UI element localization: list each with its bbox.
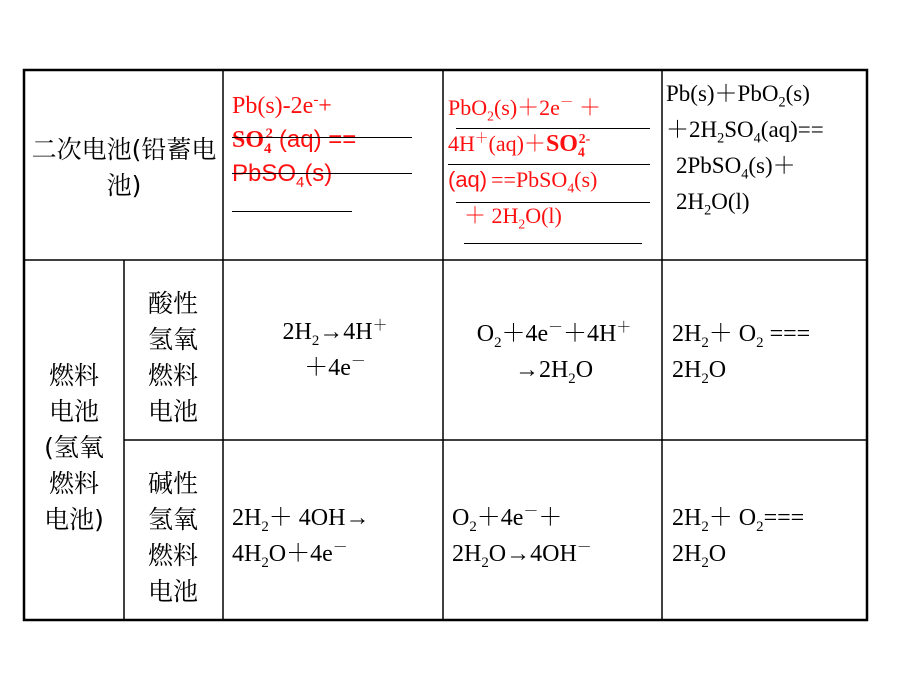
alkaline-total-reaction [672,500,864,572]
alkaline-negative-line2: $4H_2O+4e^-$ [232,540,348,571]
acidic-total-line1: $2H_2+ O_2$ === [672,321,811,351]
acidic-positive-reaction [448,316,660,388]
row-header-secondary-battery: 二次电池(铅蓄电池) [31,135,217,200]
underline [232,137,412,138]
underline [232,173,412,174]
alkaline-total-line1: $2H_2+ O_2===$ [672,505,805,535]
acidic-total-line2: $2H_2O$ [672,357,727,387]
alkaline-negative-line1: $2H_2+ 4OH\to$ [232,505,370,535]
lead-acid-positive-reaction [448,90,660,234]
lead-acid-negative-line3: PbSO$_4$(s) [232,160,333,191]
acidic-negative-reaction [230,314,440,386]
row-header-alkaline: 碱性氢氧燃料电池 [147,469,198,606]
lead-acid-total-line4: $2H_2O(l)$ [676,189,750,219]
acidic-total-reaction [672,316,864,388]
row-header-acidic: 酸性氢氧燃料电池 [147,289,198,426]
underline [456,128,650,129]
lead-acid-total-line3: 2PbSO$_4$(s)＋ [676,153,796,183]
alkaline-positive-line2: $2H_2O\to 4OH^-$ [452,540,592,571]
acidic-positive-line1: $O_2+4e^-+4H^+$ [476,320,632,351]
acidic-positive-line2: $\to 2H_2O$ [514,357,594,387]
acidic-negative-line2: ＋4e－ [304,354,366,381]
underline [456,202,650,203]
acidic-negative-line1: $2H_2\to 4H^+$ [282,318,388,349]
row-header-fuel-cell: 燃料电池(氢氧燃料电池) [44,361,104,534]
alkaline-positive-line1: $O_2+4e^-+$ [452,504,563,535]
lead-acid-positive-line3: (aq) ==PbSO$_4$(s) [448,167,598,196]
underline [464,243,642,244]
underline [448,164,650,165]
alkaline-negative-reaction [232,500,440,572]
lead-acid-positive-line1: PbO$_2$(s)＋2e－ ＋ [448,94,602,124]
lead-acid-positive-line2: $4H^+(aq)+SO_4^{2-}$ [448,130,591,160]
alkaline-positive-reaction [452,500,660,572]
underline [232,211,352,212]
lead-acid-negative-line1: Pb(s)-2e-+ [232,92,332,119]
lead-acid-negative-line2: $SO_4^2$ (aq) == [232,126,357,157]
alkaline-total-line2: $2H_2O$ [672,541,727,571]
lead-acid-positive-line4: ＋ $2H_2O(l)$ [464,203,562,232]
lead-acid-negative-reaction [232,88,437,192]
lead-acid-total-line1: Pb(s)＋PbO$_2$(s) [666,81,810,111]
lead-acid-total-line2: $+2H_2SO_4(aq)==$ [666,117,824,147]
lead-acid-total-reaction [666,76,866,220]
